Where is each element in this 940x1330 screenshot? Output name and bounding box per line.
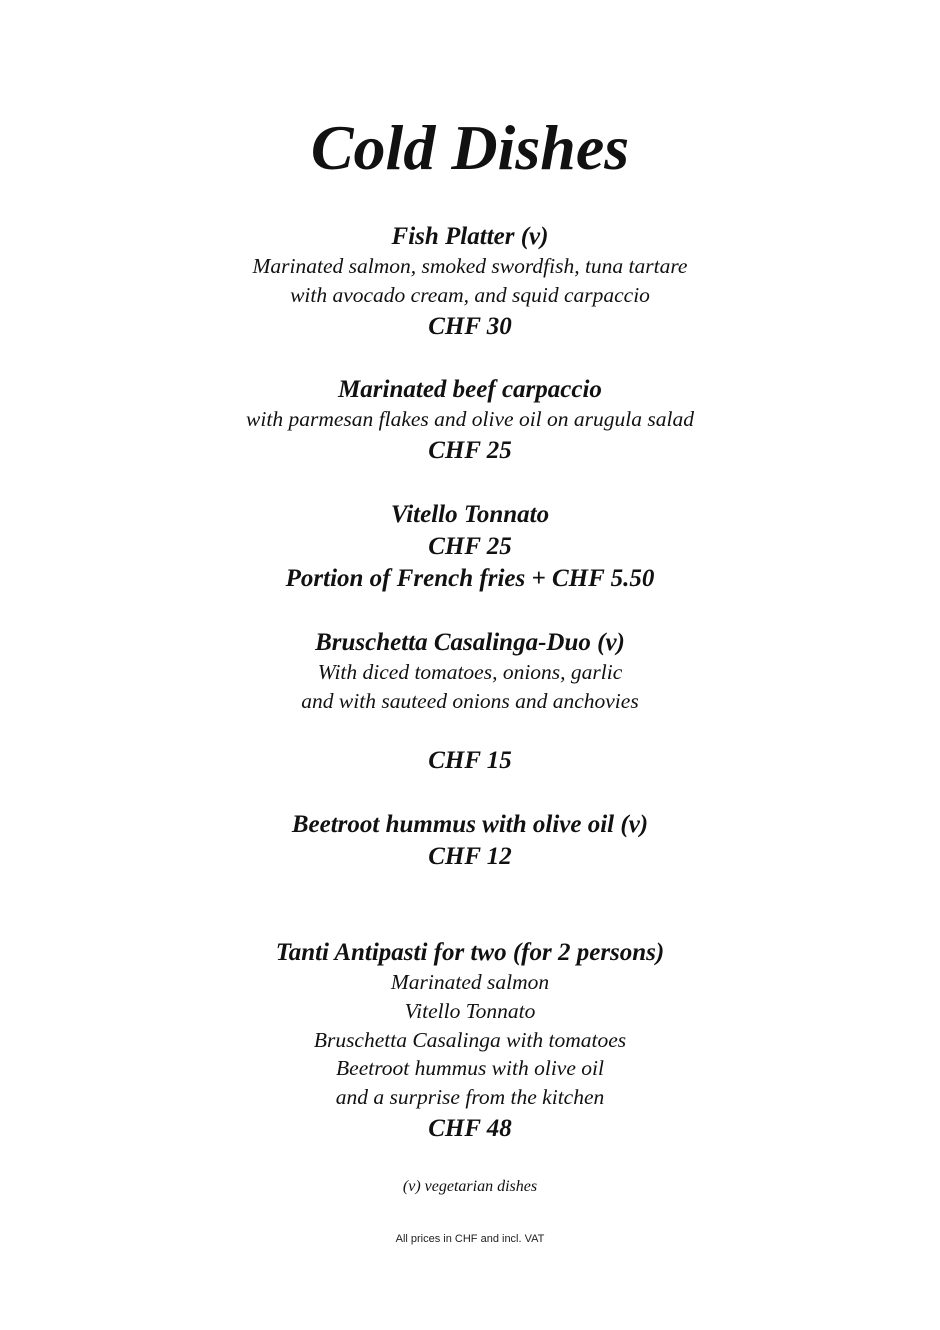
- page-title: Cold Dishes: [310, 112, 630, 183]
- dish-description-line: With diced tomatoes, onions, garlic: [317, 660, 623, 684]
- dish-price-tanti-antipasti: CHF 48: [428, 1115, 512, 1142]
- dish-name-fish-platter: Fish Platter (v): [391, 223, 549, 250]
- dish-price-vitello-tonnato: CHF 25: [428, 533, 512, 560]
- dish-name-bruschetta: Bruschetta Casalinga-Duo (v): [315, 629, 625, 656]
- dish-description-line: Beetroot hummus with olive oil: [336, 1056, 604, 1080]
- dish-description-line: and a surprise from the kitchen: [335, 1085, 605, 1109]
- dish-description-line: with parmesan flakes and olive oil on arugula salad: [246, 407, 694, 431]
- dish-name-vitello-tonnato: Vitello Tonnato: [390, 501, 550, 528]
- vat-note: All prices in CHF and incl. VAT: [395, 1233, 545, 1245]
- dish-name-beetroot-hummus: Beetroot hummus with olive oil (v): [291, 811, 649, 838]
- dish-price-fish-platter: CHF 30: [428, 313, 512, 340]
- dish-name-beef-carpaccio: Marinated beef carpaccio: [338, 376, 602, 403]
- dish-description-line: with avocado cream, and squid carpaccio: [290, 283, 650, 307]
- dish-description-line: and with sauteed onions and anchovies: [301, 689, 639, 713]
- dish-price-beetroot-hummus: CHF 12: [428, 843, 512, 870]
- dish-extra-french-fries: Portion of French fries + CHF 5.50: [285, 565, 655, 592]
- dish-description-line: Marinated salmon, smoked swordfish, tuna tartare: [252, 254, 688, 278]
- dish-description-line: Vitello Tonnato: [404, 999, 536, 1023]
- dish-description-line: Marinated salmon: [390, 970, 550, 994]
- vegetarian-footnote: (v) vegetarian dishes: [402, 1178, 538, 1195]
- dish-price-beef-carpaccio: CHF 25: [428, 437, 512, 464]
- dish-name-tanti-antipasti: Tanti Antipasti for two (for 2 persons): [275, 939, 665, 966]
- dish-description-line: Bruschetta Casalinga with tomatoes: [313, 1028, 627, 1052]
- dish-price-bruschetta: CHF 15: [428, 747, 512, 774]
